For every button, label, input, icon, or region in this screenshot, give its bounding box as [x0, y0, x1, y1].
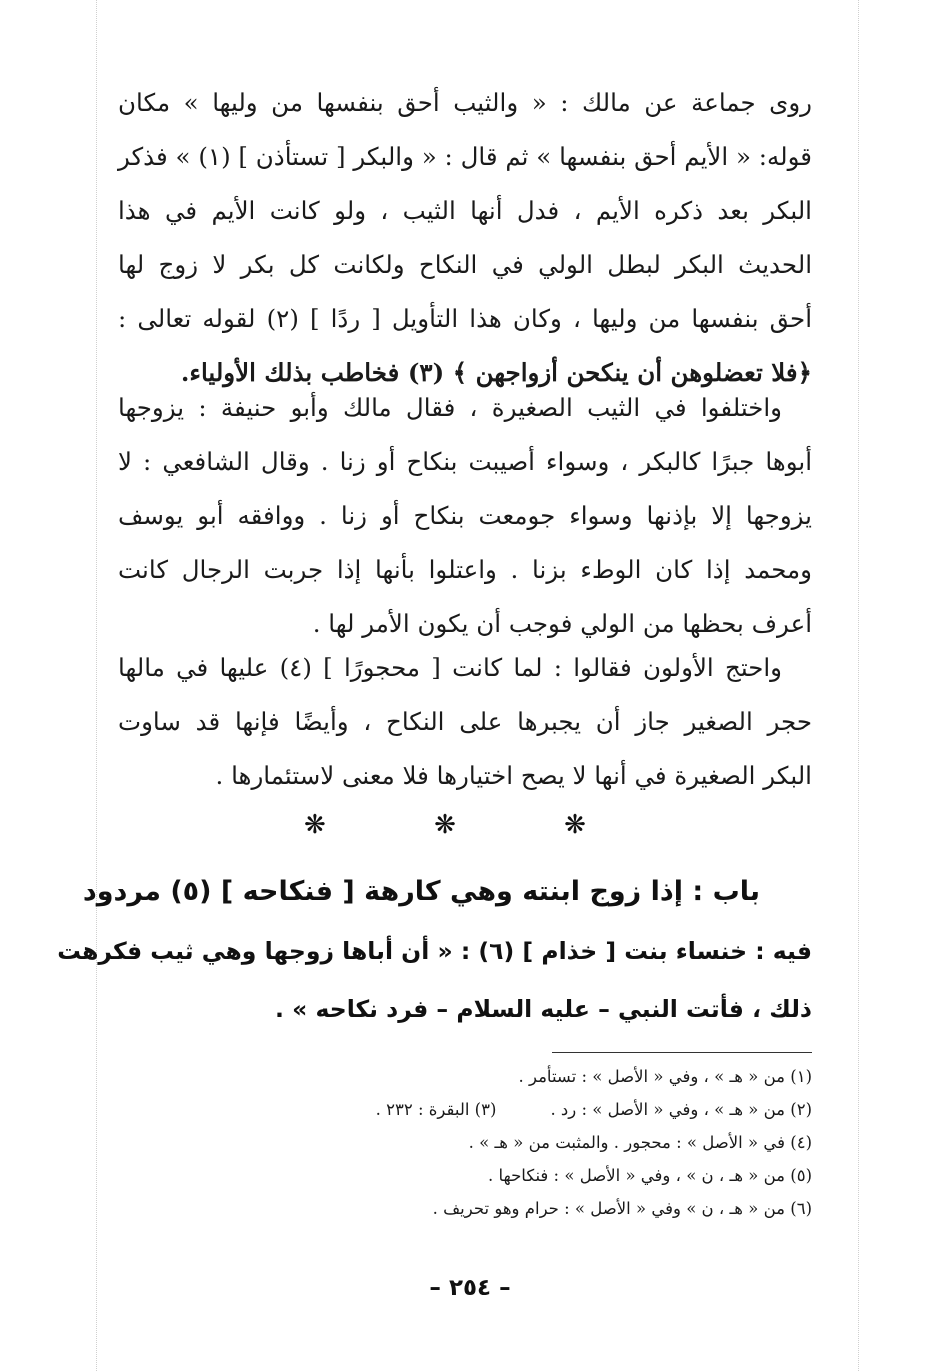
footnotes [112, 1060, 812, 1225]
footnote-divider [552, 1052, 812, 1053]
paragraph-3 [118, 641, 812, 803]
footnote [112, 1159, 812, 1192]
page-number: – ٢٥٤ – [429, 1275, 511, 1301]
footnote-text: (٢) من « هـ » ، وفي « الأصل » : رد . [550, 1100, 812, 1119]
paragraph-2 [118, 381, 812, 651]
footnote [112, 1126, 812, 1159]
footnote-text: (٥) من « هـ ، ن » ، وفي « الأصل » : فنكاحها . [487, 1166, 812, 1185]
text-line: البكر الصغيرة في أنها لا يصح اختيارها فلا معنى لاستئمارها . [215, 761, 812, 790]
footnote-text: (١) من « هـ » ، وفي « الأصل » : تستأمر . [518, 1067, 812, 1086]
text-line: ومحمد إذا كان الوطء بزنا . واعتلوا بأنها إذا جربت الرجال كانت [118, 555, 812, 584]
text-line: قوله: « الأيم أحق بنفسها » ثم قال : « والبكر [ تستأذن ] (١) » فذكر [118, 142, 812, 171]
scan-margin-left [96, 0, 97, 1371]
paragraph-1 [118, 76, 812, 400]
text-line: الحديث البكر لبطل الولي في النكاح ولكانت كل بكر لا زوج لها [118, 250, 812, 279]
text-line: أبوها جبرًا كالبكر ، وسواء أصيبت بنكاح أو زنا . وقال الشافعي : لا [118, 447, 812, 476]
footnote-text: (٤) في « الأصل » : محجور . والمثبت من « هـ » . [468, 1133, 812, 1152]
text-line: أعرف بحظها من الولي فوجب أن يكون الأمر لها . [312, 609, 812, 638]
footnote-text: (٦) من « هـ ، ن » وفي « الأصل » : حرام وهو تحريف . [432, 1199, 812, 1218]
footnote [112, 1093, 812, 1126]
text-line: حجر الصغير جاز أن يجبرها على النكاح ، وأيضًا فإنها قد ساوت [118, 707, 812, 736]
footnote [112, 1060, 812, 1093]
hadith-text [57, 922, 812, 1038]
text-line: فيه : خنساء بنت [ خذام ] (٦) : « أن أباها زوجها وهي ثيب فكرهت [57, 937, 812, 965]
section-separator: ❋ ❋ ❋ [304, 810, 636, 840]
text-line: واحتج الأولون فقالوا : لما كانت [ محجورًا ] (٤) عليها في مالها [118, 653, 782, 682]
text-line: ﴿فلا تعضلوهن أن ينكحن أزواجهن ﴾ (٣) فخاطب بذلك الأولياء. [180, 358, 812, 387]
text-line: يزوجها إلا بإذنها وسواء جومعت بنكاح أو زنا . ووافقه أبو يوسف [118, 501, 812, 530]
text-line: ذلك ، فأتت النبي – عليه السلام – فرد نكاحه » . [275, 995, 812, 1023]
text-line: البكر بعد ذكره الأيم ، فدل أنها الثيب ، ولو كانت الأيم في هذا [118, 196, 812, 225]
text-line: واختلفوا في الثيب الصغيرة ، فقال مالك وأبو حنيفة : يزوجها [118, 393, 782, 422]
footnote [112, 1192, 812, 1225]
text-line: روى جماعة عن مالك : « والثيب أحق بنفسها من وليها » مكان [118, 88, 812, 117]
scan-margin-right [858, 0, 859, 1371]
text-line: أحق بنفسها من وليها ، وكان هذا التأويل [ ردًا ] (٢) لقوله تعالى : [118, 304, 813, 333]
section-heading: باب : إذا زوج ابنته وهي كارهة [ فنكاحه ] (٥) مردود [82, 876, 760, 907]
footnote-text: (٣) البقرة : ٢٣٢ . [375, 1100, 497, 1119]
